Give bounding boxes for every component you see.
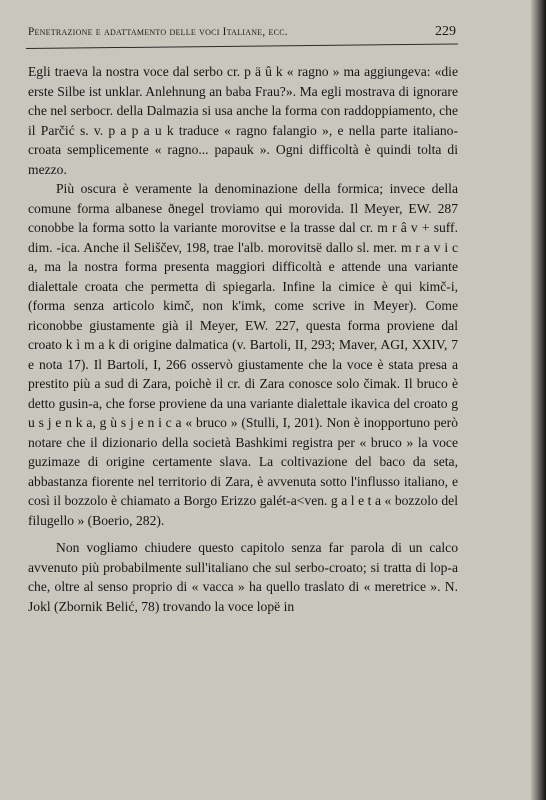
body-text [28, 62, 458, 616]
page-number: 229 [435, 24, 456, 39]
page-edge-shadow [530, 0, 546, 800]
paragraph: Più oscura è veramente la denominazione della formica; invece della comune forma albanese ðnegel troviamo qui morovida. Il Meyer, EW. 287 conobbe la forma sotto la variante morovitse e la trasse dal cr. m r â v + suff. dim. -ica. Anche il Seliščev, 198, trae l'alb. morovitsë dallo sl. mer. m r a v i c a, ma la nostra forma presenta maggiori difficoltà e attende una variante dialettale croata che permetta di spiegarla. Infine la cimice è qui kimč-i, (forma senza articolo kimč, non k'imk, come scrive in Meyer). Come riconobbe giustamente già il Meyer, EW. 227, questa forma proviene dal croato k ì m a k di origine dalmatica (v. Bartoli, II, 293; Maver, AGI, XXIV, 7 e nota 17). Il Bartoli, I, 266 osservò giustamente che la voce è stata presa a prestito più a sud di Zara, poichè il cr. di Zara conosce solo čimak. Il bruco è detto gusin-a, che forse proviene da una variante dialettale ikavica del croato g u s j e n k a, g ù s j e n i c a « bruco » (Stulli, I, 201). Non è inopportuno però notare che il dizionario della società Bashkimi registra per « bruco » la voce guzimaze di origine certamente slava. La coltivazione del baco da seta, abbastanza fiorente nel territorio di Zara, è avvenuta sotto l'influsso italiano, e così il bozzolo è chiamato a Borgo Erizzo galét-a<ven. g a l e t a « bozzolo del filugello » (Boerio, 282). [28, 181, 458, 528]
page-header [28, 24, 456, 40]
running-title: Penetrazione e adattamento delle voci Italiane, ecc. [28, 26, 288, 38]
paragraph: Egli traeva la nostra voce dal serbo cr. p ä û k « ragno » ma aggiungeva: «die erste Silbe ist unklar. Anlehnung an baba Frau?». Ma egli mostrava di ignorare che nel serbocr. della Dalmazia si usa anche la forma con raddoppiamento, che il Parčić s. v. p a p a u k traduce « ragno falangio », e nella parte italiano-croata semplicemente « ragno... papauk ». Ogni difficoltà è quindi tolta di mezzo. [28, 64, 458, 177]
paragraph: Non vogliamo chiudere questo capitolo senza far parola di un calco avvenuto più probabilmente sull'italiano che sul serbo-croato; si tratta di lop-a che, oltre al senso proprio di « vacca » ha quello traslato di « meretrice ». N. Jokl (Zbornik Belić, 78) trovando la voce lopë in [28, 540, 458, 614]
header-rule [26, 43, 458, 49]
